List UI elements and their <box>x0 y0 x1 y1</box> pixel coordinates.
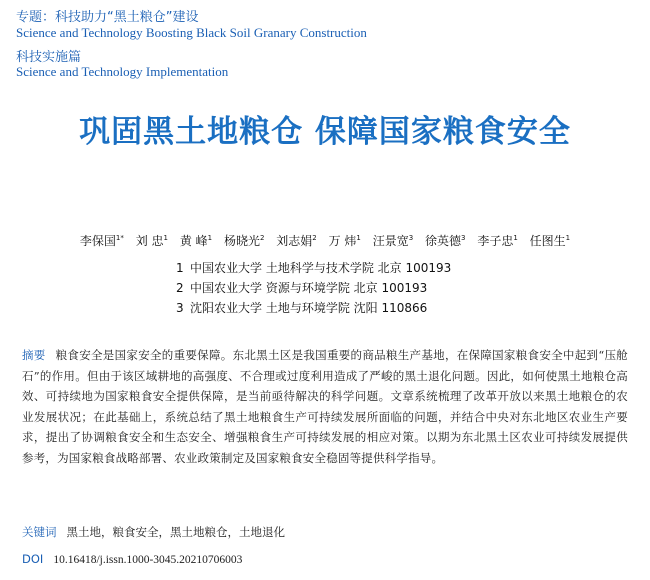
author-name: 黄 峰 <box>179 234 208 248</box>
author-affiliation-mark: 1 <box>356 234 361 242</box>
author <box>530 234 570 248</box>
author-affiliation-mark: 1 <box>207 234 213 242</box>
abstract-text: 粮食安全是国家安全的重要保障。东北黑土区是我国重要的商品粮生产基地，在保障国家粮食安全中起到“压舱石”的作用。但由于该区域耕地的高强度、不合理或过度利用造成了严峻的黑土退化问题。因此，如何使黑土地粮仓高效、可持续地为国家粮食安全提供保障，是当前亟待解决的科学问题。文章系统梳理了改革开放以来黑土地粮仓的农业发展状况；在此基础上，系统总结了黑土地粮食生产可持续发展所面临的问题，并结合中央对东北地区农业生产要求，提出了协调粮食安全和生态安全、增强粮食生产可持续发展的相应对策。以期为东北黑土区农业可持续发展提供参考，为国家粮食战略部署、农业政策制定及国家粮食安全稳固等提供科学指导。 <box>22 348 628 465</box>
author-affiliation-mark: 2 <box>312 234 317 242</box>
author <box>180 234 212 248</box>
doi-label: DOI <box>22 552 44 566</box>
affiliation-number: 1 <box>176 261 184 275</box>
author <box>425 234 465 248</box>
abstract-label: 摘要 <box>22 348 46 362</box>
section-chinese: 科技实施篇 <box>16 50 82 65</box>
affiliation-text: 中国农业大学 资源与环境学院 北京 100193 <box>190 281 428 295</box>
affiliation <box>176 298 451 318</box>
author-affiliation-mark: 3 <box>408 234 414 242</box>
keywords <box>22 524 285 540</box>
topic-chinese: 专题：科技助力“黑土粮仓”建设 <box>16 10 199 25</box>
author <box>80 234 124 248</box>
author-affiliation-mark: 2 <box>259 234 265 242</box>
author-affiliation-mark: 1 <box>565 234 571 242</box>
author-name: 李保国 <box>79 234 116 248</box>
author-name: 刘志娟 <box>276 234 313 248</box>
author-name: 任图生 <box>529 234 566 248</box>
keywords-text: 黑土地，粮食安全，黑土地粮仓，土地退化 <box>66 525 285 539</box>
affiliation <box>176 258 451 278</box>
affiliation-list <box>176 258 451 318</box>
author <box>224 234 264 248</box>
author <box>276 234 316 248</box>
author-affiliation-mark: 1 <box>513 234 518 242</box>
author-affiliation-mark: 3 <box>461 234 466 242</box>
author-list <box>0 232 650 249</box>
affiliation-number: 2 <box>176 281 184 295</box>
author <box>329 234 361 248</box>
affiliation-number: 3 <box>176 301 184 315</box>
author-name: 杨晓光 <box>223 234 260 248</box>
paper-title: 巩固黑土地粮仓 保障国家粮食安全 <box>79 114 571 150</box>
author <box>477 234 517 248</box>
author <box>136 234 168 248</box>
author-name: 汪景宽 <box>372 234 409 248</box>
affiliation-text: 中国农业大学 土地科学与技术学院 北京 100193 <box>190 261 452 275</box>
author-affiliation-mark: 1 <box>163 234 168 242</box>
author-affiliation-mark: 1* <box>115 234 124 242</box>
author-name: 万 炜 <box>328 234 357 248</box>
author <box>373 234 413 248</box>
affiliation-text: 沈阳农业大学 土地与环境学院 沈阳 110866 <box>190 301 428 315</box>
abstract <box>22 345 628 469</box>
keywords-label: 关键词 <box>22 525 57 539</box>
author-name: 李子忠 <box>477 234 514 248</box>
section-english: Science and Technology Implementation <box>16 64 229 79</box>
topic-english: Science and Technology Boosting Black Soil Granary Construction <box>16 25 367 40</box>
author-name: 徐英德 <box>425 234 462 248</box>
doi-text[interactable]: 10.16418/j.issn.1000-3045.20210706003 <box>53 554 243 566</box>
affiliation <box>176 278 451 298</box>
doi <box>22 552 242 566</box>
author-name: 刘 忠 <box>135 234 164 248</box>
